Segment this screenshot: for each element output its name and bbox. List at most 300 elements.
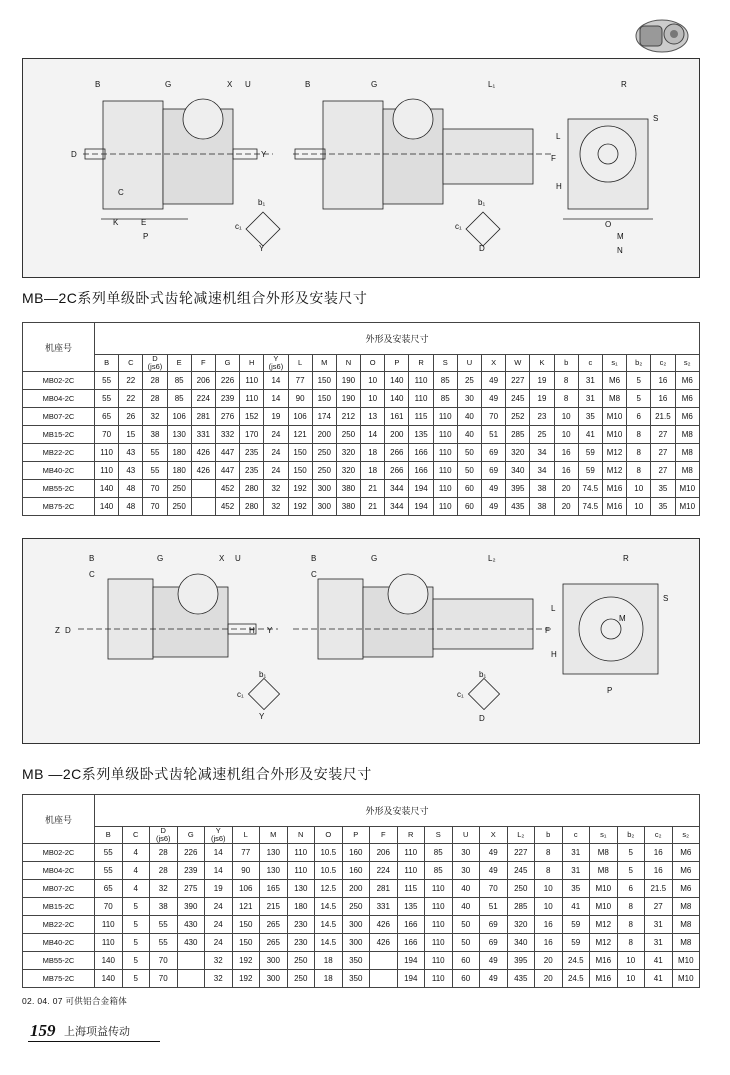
- value-cell: 27: [651, 444, 675, 462]
- value-cell: 28: [150, 844, 178, 862]
- value-cell: 239: [215, 390, 239, 408]
- value-cell: 140: [385, 390, 409, 408]
- value-cell: 32: [264, 480, 288, 498]
- value-cell: 10: [535, 880, 563, 898]
- table-row: [23, 862, 700, 880]
- value-cell: 70: [95, 898, 123, 916]
- value-cell: 435: [507, 970, 535, 988]
- value-cell: 110: [397, 862, 425, 880]
- column-header: D (js6): [143, 355, 167, 372]
- value-cell: 250: [167, 498, 191, 516]
- value-cell: 265: [260, 916, 288, 934]
- value-cell: 22: [119, 372, 143, 390]
- dim-label: R: [623, 554, 629, 563]
- motor-body: [318, 579, 363, 659]
- dim-label: H: [556, 182, 562, 191]
- value-cell: 140: [385, 372, 409, 390]
- value-cell: 14.5: [315, 934, 343, 952]
- value-cell: 28: [143, 372, 167, 390]
- value-cell: M10: [602, 426, 626, 444]
- value-cell: 49: [480, 952, 508, 970]
- value-cell: M8: [602, 390, 626, 408]
- model-cell: MB04-2C: [23, 390, 95, 408]
- value-cell: 16: [651, 390, 675, 408]
- value-cell: 35: [651, 480, 675, 498]
- value-cell: 235: [240, 462, 264, 480]
- value-cell: 150: [232, 916, 260, 934]
- value-cell: M16: [590, 970, 618, 988]
- value-cell: 32: [264, 498, 288, 516]
- column-header: B: [95, 827, 123, 844]
- value-cell: 38: [530, 480, 554, 498]
- value-cell: 5: [122, 898, 150, 916]
- value-cell: 8: [617, 934, 645, 952]
- value-cell: 190: [336, 390, 360, 408]
- value-cell: 130: [287, 880, 315, 898]
- column-header: S: [433, 355, 457, 372]
- model-header: 机座号: [23, 323, 95, 372]
- value-cell: 280: [240, 480, 264, 498]
- value-cell: 110: [287, 844, 315, 862]
- value-cell: 5: [617, 844, 645, 862]
- value-cell: 110: [425, 952, 453, 970]
- value-cell: 430: [177, 934, 205, 952]
- value-cell: 8: [554, 372, 578, 390]
- reducer-body: [108, 579, 153, 659]
- value-cell: 8: [535, 862, 563, 880]
- model-cell: MB40-2C: [23, 462, 95, 480]
- value-cell: 10: [554, 426, 578, 444]
- column-header: P: [385, 355, 409, 372]
- value-cell: M8: [672, 898, 700, 916]
- value-cell: 10.5: [315, 862, 343, 880]
- column-header: B: [95, 355, 119, 372]
- table-row: [23, 952, 700, 970]
- value-cell: 49: [480, 970, 508, 988]
- value-cell: 135: [397, 898, 425, 916]
- value-cell: 32: [205, 970, 233, 988]
- value-cell: 121: [232, 898, 260, 916]
- value-cell: 106: [288, 408, 312, 426]
- dim-label: E: [141, 218, 147, 227]
- table-row: [23, 372, 700, 390]
- column-header: G: [177, 827, 205, 844]
- value-cell: 194: [409, 480, 433, 498]
- value-cell: M6: [672, 844, 700, 862]
- model-cell: MB22-2C: [23, 916, 95, 934]
- value-cell: 59: [562, 916, 590, 934]
- dimension-table-1: [22, 322, 700, 516]
- value-cell: 31: [578, 390, 602, 408]
- column-header: s₁: [590, 827, 618, 844]
- value-cell: 16: [645, 862, 673, 880]
- column-header: R: [397, 827, 425, 844]
- value-cell: M8: [675, 462, 700, 480]
- value-cell: 331: [370, 898, 398, 916]
- value-cell: 85: [425, 862, 453, 880]
- value-cell: 35: [562, 880, 590, 898]
- value-cell: 165: [260, 880, 288, 898]
- publisher-name: 上海项益传动: [64, 1026, 130, 1038]
- value-cell: 435: [506, 498, 530, 516]
- dim-label: C: [311, 570, 317, 579]
- value-cell: 90: [288, 390, 312, 408]
- value-cell: 16: [554, 462, 578, 480]
- value-cell: 30: [457, 390, 481, 408]
- dim-label: b₁: [478, 198, 486, 207]
- value-cell: 150: [232, 934, 260, 952]
- column-header: L: [232, 827, 260, 844]
- value-cell: 4: [122, 844, 150, 862]
- model-header: 机座号: [23, 795, 95, 844]
- dim-label: D: [65, 626, 71, 635]
- value-cell: 16: [535, 934, 563, 952]
- value-cell: 106: [232, 880, 260, 898]
- value-cell: 10: [627, 498, 651, 516]
- value-cell: 77: [288, 372, 312, 390]
- dim-label: Y: [259, 712, 265, 721]
- table-row: [23, 462, 700, 480]
- column-header: G: [215, 355, 239, 372]
- value-cell: 426: [191, 444, 215, 462]
- value-cell: 110: [240, 390, 264, 408]
- value-cell: 69: [480, 934, 508, 952]
- table-row: [23, 898, 700, 916]
- value-cell: 110: [425, 970, 453, 988]
- value-cell: 170: [240, 426, 264, 444]
- value-cell: 110: [397, 844, 425, 862]
- value-cell: 24: [205, 934, 233, 952]
- column-header: K: [530, 355, 554, 372]
- model-cell: MB02-2C: [23, 844, 95, 862]
- value-cell: 16: [535, 916, 563, 934]
- value-cell: 192: [288, 498, 312, 516]
- value-cell: 41: [562, 898, 590, 916]
- value-cell: [370, 952, 398, 970]
- value-cell: 24: [205, 898, 233, 916]
- value-cell: 276: [215, 408, 239, 426]
- model-cell: MB04-2C: [23, 862, 95, 880]
- dim-label: b₁: [258, 198, 266, 207]
- gear-motor-photo: [632, 12, 690, 56]
- column-header: Y (js6): [264, 355, 288, 372]
- value-cell: [370, 970, 398, 988]
- value-cell: 5: [627, 372, 651, 390]
- column-header: O: [315, 827, 343, 844]
- value-cell: 380: [336, 480, 360, 498]
- model-cell: MB15-2C: [23, 898, 95, 916]
- value-cell: 380: [336, 498, 360, 516]
- value-cell: 32: [205, 952, 233, 970]
- value-cell: 350: [342, 970, 370, 988]
- value-cell: 20: [535, 952, 563, 970]
- value-cell: 24: [264, 426, 288, 444]
- value-cell: 230: [287, 934, 315, 952]
- value-cell: 227: [506, 372, 530, 390]
- value-cell: M10: [590, 880, 618, 898]
- value-cell: 194: [397, 952, 425, 970]
- value-cell: 110: [425, 916, 453, 934]
- dim-label: F: [545, 626, 550, 635]
- dim-label: D: [479, 714, 485, 723]
- column-header: F: [370, 827, 398, 844]
- value-cell: 85: [425, 844, 453, 862]
- column-header: L₂: [507, 827, 535, 844]
- value-cell: 130: [167, 426, 191, 444]
- value-cell: 452: [215, 480, 239, 498]
- value-cell: 110: [409, 372, 433, 390]
- column-header: N: [287, 827, 315, 844]
- model-cell: MB75-2C: [23, 970, 95, 988]
- value-cell: 110: [433, 462, 457, 480]
- value-cell: 50: [457, 462, 481, 480]
- value-cell: 140: [95, 480, 119, 498]
- value-cell: 24: [264, 462, 288, 480]
- value-cell: M12: [602, 444, 626, 462]
- column-header: O: [361, 355, 385, 372]
- value-cell: 23: [530, 408, 554, 426]
- motor-body: [323, 101, 383, 209]
- value-cell: 24: [264, 444, 288, 462]
- value-cell: 51: [482, 426, 506, 444]
- dim-label: K: [113, 218, 119, 227]
- dim-label: B: [89, 554, 95, 563]
- value-cell: 227: [507, 844, 535, 862]
- value-cell: 447: [215, 444, 239, 462]
- value-cell: 21: [361, 480, 385, 498]
- value-cell: 22: [119, 390, 143, 408]
- value-cell: 320: [336, 444, 360, 462]
- column-header: c: [562, 827, 590, 844]
- column-header: b₂: [617, 827, 645, 844]
- dim-label: G: [371, 554, 378, 563]
- value-cell: 281: [370, 880, 398, 898]
- value-cell: 14.5: [315, 916, 343, 934]
- value-cell: 24.5: [562, 970, 590, 988]
- value-cell: 110: [409, 390, 433, 408]
- value-cell: 344: [385, 498, 409, 516]
- table-row: [23, 444, 700, 462]
- value-cell: 38: [530, 498, 554, 516]
- value-cell: M10: [590, 898, 618, 916]
- value-cell: 250: [507, 880, 535, 898]
- model-cell: MB07-2C: [23, 408, 95, 426]
- value-cell: 452: [215, 498, 239, 516]
- value-cell: 43: [119, 462, 143, 480]
- value-cell: 85: [433, 390, 457, 408]
- value-cell: 110: [95, 934, 123, 952]
- value-cell: 6: [627, 408, 651, 426]
- value-cell: 320: [336, 462, 360, 480]
- column-header: c: [578, 355, 602, 372]
- value-cell: 10: [617, 970, 645, 988]
- value-cell: 110: [240, 372, 264, 390]
- dim-label: L: [556, 132, 561, 141]
- column-header: N: [336, 355, 360, 372]
- value-cell: 190: [336, 372, 360, 390]
- column-header: U: [457, 355, 481, 372]
- value-cell: M6: [675, 408, 700, 426]
- table-row: [23, 480, 700, 498]
- model-cell: MB02-2C: [23, 372, 95, 390]
- dim-label: H: [249, 626, 255, 635]
- value-cell: 74.5: [578, 480, 602, 498]
- dim-label: c₁: [457, 690, 464, 699]
- value-cell: M8: [590, 862, 618, 880]
- value-cell: 10: [361, 390, 385, 408]
- dim-label: G: [165, 80, 172, 89]
- value-cell: [191, 480, 215, 498]
- value-cell: 166: [409, 462, 433, 480]
- dim-label: O: [605, 220, 612, 229]
- value-cell: 110: [433, 498, 457, 516]
- value-cell: 135: [409, 426, 433, 444]
- table-row: [23, 880, 700, 898]
- value-cell: 21.5: [651, 408, 675, 426]
- value-cell: 51: [480, 898, 508, 916]
- value-cell: 40: [457, 408, 481, 426]
- value-cell: 70: [143, 498, 167, 516]
- value-cell: 344: [385, 480, 409, 498]
- value-cell: 192: [288, 480, 312, 498]
- dim-label: P: [607, 686, 613, 695]
- value-cell: 50: [457, 444, 481, 462]
- value-cell: 19: [530, 390, 554, 408]
- value-cell: 12.5: [315, 880, 343, 898]
- value-cell: 320: [506, 444, 530, 462]
- value-cell: 70: [150, 970, 178, 988]
- dim-label: b₁: [479, 670, 487, 679]
- column-header: D (js6): [150, 827, 178, 844]
- value-cell: 300: [260, 952, 288, 970]
- group-header: 外形及安装尺寸: [95, 795, 700, 827]
- value-cell: 180: [287, 898, 315, 916]
- dim-label: B: [311, 554, 317, 563]
- value-cell: 31: [562, 862, 590, 880]
- value-cell: [177, 952, 205, 970]
- value-cell: 110: [433, 426, 457, 444]
- value-cell: 426: [191, 462, 215, 480]
- column-header: C: [122, 827, 150, 844]
- value-cell: 152: [240, 408, 264, 426]
- value-cell: 28: [150, 862, 178, 880]
- value-cell: 331: [191, 426, 215, 444]
- value-cell: 250: [312, 462, 336, 480]
- dim-label: L₂: [488, 554, 496, 563]
- column-header: s₁: [602, 355, 626, 372]
- column-header: X: [480, 827, 508, 844]
- value-cell: 194: [409, 498, 433, 516]
- value-cell: 49: [480, 862, 508, 880]
- value-cell: 121: [288, 426, 312, 444]
- value-cell: 226: [177, 844, 205, 862]
- value-cell: [177, 970, 205, 988]
- column-header: F: [191, 355, 215, 372]
- value-cell: 40: [452, 880, 480, 898]
- value-cell: M16: [602, 480, 626, 498]
- value-cell: M12: [602, 462, 626, 480]
- value-cell: 110: [95, 916, 123, 934]
- value-cell: 239: [177, 862, 205, 880]
- value-cell: 395: [506, 480, 530, 498]
- value-cell: M6: [672, 862, 700, 880]
- value-cell: 40: [452, 898, 480, 916]
- value-cell: 206: [191, 372, 215, 390]
- column-header: X: [482, 355, 506, 372]
- value-cell: 16: [645, 844, 673, 862]
- value-cell: 224: [370, 862, 398, 880]
- value-cell: 300: [312, 498, 336, 516]
- value-cell: 65: [95, 880, 123, 898]
- value-cell: 31: [645, 916, 673, 934]
- value-cell: 250: [312, 444, 336, 462]
- value-cell: 265: [260, 934, 288, 952]
- value-cell: 15: [119, 426, 143, 444]
- value-cell: 5: [617, 862, 645, 880]
- value-cell: 426: [370, 934, 398, 952]
- value-cell: 55: [95, 844, 123, 862]
- value-cell: 14.5: [315, 898, 343, 916]
- value-cell: 41: [645, 952, 673, 970]
- column-header: L: [288, 355, 312, 372]
- value-cell: 19: [205, 880, 233, 898]
- value-cell: M10: [602, 408, 626, 426]
- dim-label: b₁: [259, 670, 267, 679]
- column-header: P: [342, 827, 370, 844]
- value-cell: 212: [336, 408, 360, 426]
- column-header: C: [119, 355, 143, 372]
- value-cell: 18: [361, 444, 385, 462]
- column-header: W: [506, 355, 530, 372]
- value-cell: 10.5: [315, 844, 343, 862]
- dim-label: B: [305, 80, 311, 89]
- value-cell: 48: [119, 480, 143, 498]
- value-cell: 140: [95, 952, 123, 970]
- value-cell: 27: [651, 462, 675, 480]
- column-header: Y (js6): [205, 827, 233, 844]
- value-cell: 60: [452, 970, 480, 988]
- value-cell: 5: [122, 934, 150, 952]
- value-cell: 16: [651, 372, 675, 390]
- drawing-panel-2: [22, 538, 700, 744]
- dim-label: M: [619, 614, 626, 623]
- value-cell: 300: [342, 916, 370, 934]
- value-cell: 8: [535, 844, 563, 862]
- value-cell: 5: [122, 952, 150, 970]
- value-cell: 110: [433, 444, 457, 462]
- value-cell: 31: [562, 844, 590, 862]
- value-cell: 8: [627, 462, 651, 480]
- value-cell: 5: [122, 916, 150, 934]
- dim-label: M: [617, 232, 624, 241]
- value-cell: 180: [167, 444, 191, 462]
- group-header: 外形及安装尺寸: [95, 323, 700, 355]
- value-cell: 55: [150, 916, 178, 934]
- dim-label: c₁: [455, 222, 462, 231]
- value-cell: 390: [177, 898, 205, 916]
- column-header: b₂: [627, 355, 651, 372]
- value-cell: 8: [617, 898, 645, 916]
- value-cell: 55: [150, 934, 178, 952]
- value-cell: 70: [482, 408, 506, 426]
- dim-label: N: [617, 246, 623, 255]
- value-cell: 25: [530, 426, 554, 444]
- value-cell: 65: [95, 408, 119, 426]
- table-row: [23, 934, 700, 952]
- value-cell: 140: [95, 970, 123, 988]
- value-cell: 8: [627, 426, 651, 444]
- value-cell: 230: [287, 916, 315, 934]
